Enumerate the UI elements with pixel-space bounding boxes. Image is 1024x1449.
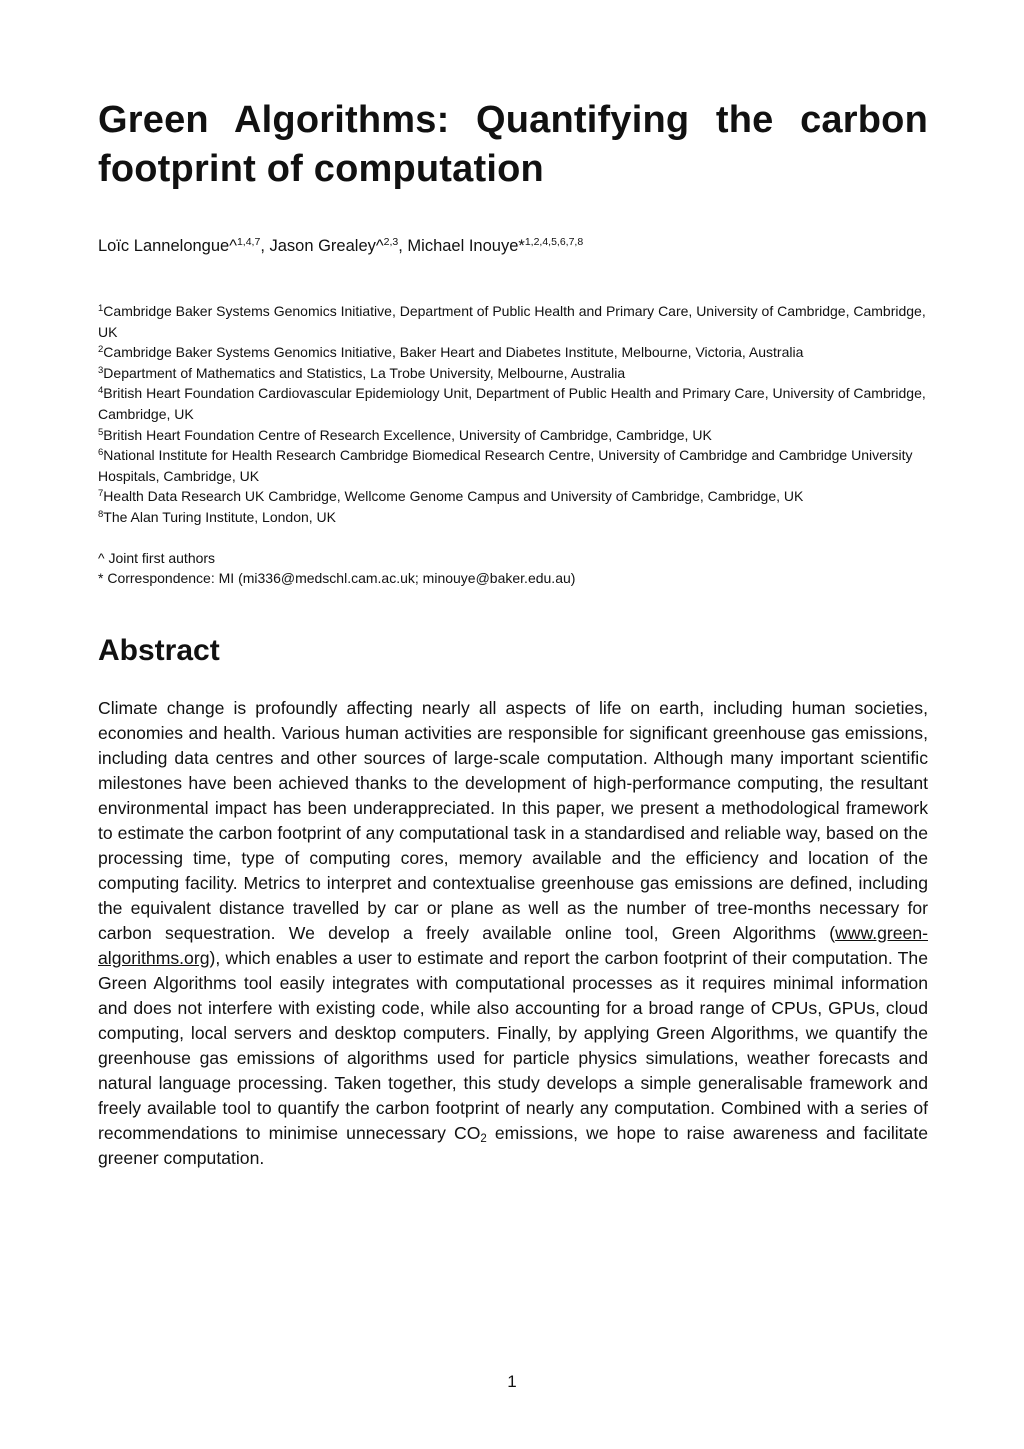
affiliation-text: National Institute for Health Research Cambridge Biomedical Research Centre, University of Cambridge and Cambridge University Hospitals, Cambridge, UK [98,447,913,484]
affiliation-number: 3 [98,364,104,376]
affiliation-number: 8 [98,508,104,520]
affiliation-item [98,301,928,342]
affiliation-number: 1 [98,303,104,314]
affiliation-number: 2 [98,344,104,356]
abstract-heading: Abstract [98,633,220,667]
page-number: 1 [507,1372,517,1391]
abstract-text-part: emissions, we hope to raise awareness and facilitate greener computation. [98,1122,928,1168]
affiliation-item [98,363,928,384]
affiliation-number: 7 [98,488,104,500]
author-affiliation-marks: 2,3 [383,236,399,248]
abstract-text [98,696,928,1171]
affiliation-text: Cambridge Baker Systems Genomics Initiative, Baker Heart and Diabetes Institute, Melbourne, Victoria, Australia [103,344,804,361]
affiliation-item [98,342,928,363]
author-list [98,236,928,256]
author-name: Michael Inouye* [407,237,525,255]
abstract-text-part: ), which enables a user to estimate and report the carbon footprint of their computation. The Green Algorithms tool easily integrates with computational processes as it requires minimal information and does not interfere with existing code, while also accounting for a broad range of CPUs, GPUs, cloud computing, local servers and desktop computers. Finally, by applying Green Algorithms, we quantify the greenhouse gas emissions of algorithms used for particle physics simulations, weather forecasts and natural language processing. Taken together, this study develops a simple generalisable framework and freely available tool to quantify the carbon footprint of nearly any computation. Combined with a series of recommendations to minimise unnecessary CO [98,947,928,1143]
affiliation-number: 6 [98,447,104,459]
affiliation-text: Health Data Research UK Cambridge, Wellcome Genome Campus and University of Cambridge, Cambridge, UK [103,488,804,505]
author-name: Jason Grealey^ [269,237,384,255]
affiliation-item [98,507,928,528]
website-link[interactable]: www.green-algorithms.org [98,922,928,968]
author-affiliation-marks: 1,4,7 [236,236,261,248]
author-separator: , [260,237,270,255]
affiliation-text: British Heart Foundation Centre of Research Excellence, University of Cambridge, Cambridge, UK [103,426,712,443]
joint-authors-note: ^ Joint first authors [98,549,216,566]
affiliation-text: Department of Mathematics and Statistics, La Trobe University, Melbourne, Australia [103,364,626,381]
author-separator: , [398,237,408,255]
paper-page [98,96,928,1188]
paper-title: Green Algorithms: Quantifying the carbon footprint of computation [98,99,928,190]
affiliation-list [98,301,928,528]
author-name: Loïc Lannelongue^ [98,237,237,255]
author-affiliation-marks: 1,2,4,5,6,7,8 [524,236,584,248]
affiliation-number: 5 [98,426,104,438]
author-notes [98,548,928,589]
affiliation-number: 4 [98,385,104,397]
affiliation-text: British Heart Foundation Cardiovascular Epidemiology Unit, Department of Public Health and Primary Care, University of Cambridge, Cambridge, UK [98,385,926,422]
affiliation-item [98,383,928,424]
affiliation-item [98,425,928,446]
affiliation-item [98,486,928,507]
co2-subscript: 2 [480,1132,487,1145]
correspondence-note: * Correspondence: MI (mi336@medschl.cam.ac.uk; minouye@baker.edu.au) [98,570,576,587]
affiliation-text: The Alan Turing Institute, London, UK [103,508,336,525]
affiliation-text: Cambridge Baker Systems Genomics Initiative, Department of Public Health and Primary Care, University of Cambridge, Cambridge, UK [98,303,926,340]
abstract-text-part: Climate change is profoundly affecting nearly all aspects of life on earth, including human societies, economies and health. Various human activities are responsible for significant greenhouse gas emissions, including data centres and other sources of large-scale computation. Although many important scientific milestones have been achieved thanks to the development of high-performance computing, the resultant environmental impact has been underappreciated. In this paper, we present a methodological framework to estimate the carbon footprint of any computational task in a standardised and reliable way, based on the processing time, type of computing cores, memory available and the efficiency and location of the computing facility. Metrics to interpret and contextualise greenhouse gas emissions are defined, including the equivalent distance travelled by car or plane as well as the number of tree-months necessary for carbon sequestration. We develop a freely available online tool, Green Algorithms ( [98,697,928,943]
affiliation-item [98,445,928,486]
